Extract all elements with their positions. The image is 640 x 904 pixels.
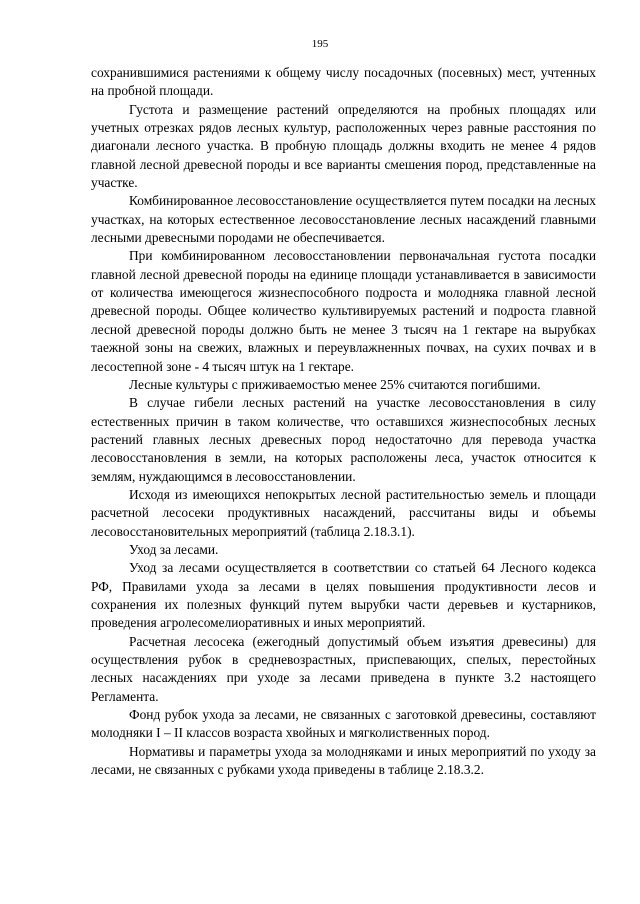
paragraph-allowable-cut: Расчетная лесосека (ежегодный допустимый объем изъятия древесины) для осуществления рубок в средневозрастных, приспевающих, спелых, перестойных лесных насаждениях при уходе за лесами приведена в пункте 3.2 настоящего Регламента. xyxy=(91,633,596,704)
paragraph-combined-reforestation: Комбинированное лесовосстановление осуществляется путем посадки на лесных участках, на которых естественное лесовосстановление лесных насаждений главными лесными древесными породами не обеспечивается. xyxy=(91,193,596,246)
paragraph-standards-reference: Нормативы и параметры ухода за молодняками и иных мероприятий по уходу за лесами, не связанных с рубками ухода приведены в таблице 2.18.3.2. xyxy=(91,743,596,778)
paragraph-continuation: сохранившимися растениями к общему числу посадочных (посевных) мест, учтенных на пробной площади. xyxy=(91,65,596,99)
paragraph-density-placement: Густота и размещение растений определяются на пробных площадях или учетных отрезках рядов лесных культур, расположенных через равные расстояния по диагонали лесного участка. В пробную площадь должны входить не менее 4 рядов главной лесной древесной породы и все варианты смешения пород, представленные на участке. xyxy=(91,101,596,191)
paragraph-reforestation-volumes: Исходя из имеющихся непокрытых лесной растительностью земель и площади расчетной лесосеки продуктивных насаждений, рассчитаны виды и объемы лесовосстановительных мероприятий (таблица 2.18.3.1). xyxy=(91,486,596,539)
paragraph-initial-density: При комбинированном лесовосстановлении первоначальная густота посадки главной лесной древесной породы на единице площади устанавливается в зависимости от количества имеющегося жизнеспособного подроста и молодняка главной лесной древесной породы. Общее количество культивируемых растений и подроста главной лесной древесной породы должно быть не менее 3 тысяч на 1 гектаре на вырубках таежной зоны на свежих, влажных и переувлажненных почвах, на сухих почвах и в лесостепной зоне - 4 тысяч штук на 1 гектаре. xyxy=(91,248,596,374)
paragraph-forest-care-basis: Уход за лесами осуществляется в соответствии со статьей 64 Лесного кодекса РФ, Правилами ухода за лесами в целях повышения продуктивности лесов и сохранения их полезных функций путем вырубки части деревьев и кустарников, проведения агролесомелиоративных и иных мероприятий. xyxy=(91,560,596,631)
page-number: 195 xyxy=(311,38,329,50)
paragraph-thinning-fund: Фонд рубок ухода за лесами, не связанных с заготовкой древесины, составляют молодняки I – II классов возраста хвойных и мягколиственных пород. xyxy=(91,707,596,741)
document-body xyxy=(91,64,596,779)
paragraph-survival-rate: Лесные культуры с приживаемостью менее 25% считаются погибшими. xyxy=(129,376,541,392)
paragraph-plant-death: В случае гибели лесных растений на участке лесовосстановления в силу естественных причин в таком количестве, что оставшихся жизнеспособных лесных растений главных лесных древесных пород недостаточно для перевода участка лесовосстановления в земли, на которых расположены леса, участок относится к землям, нуждающимся в лесовосстановлении. xyxy=(91,395,596,484)
section-heading-forest-care: Уход за лесами. xyxy=(129,541,219,557)
